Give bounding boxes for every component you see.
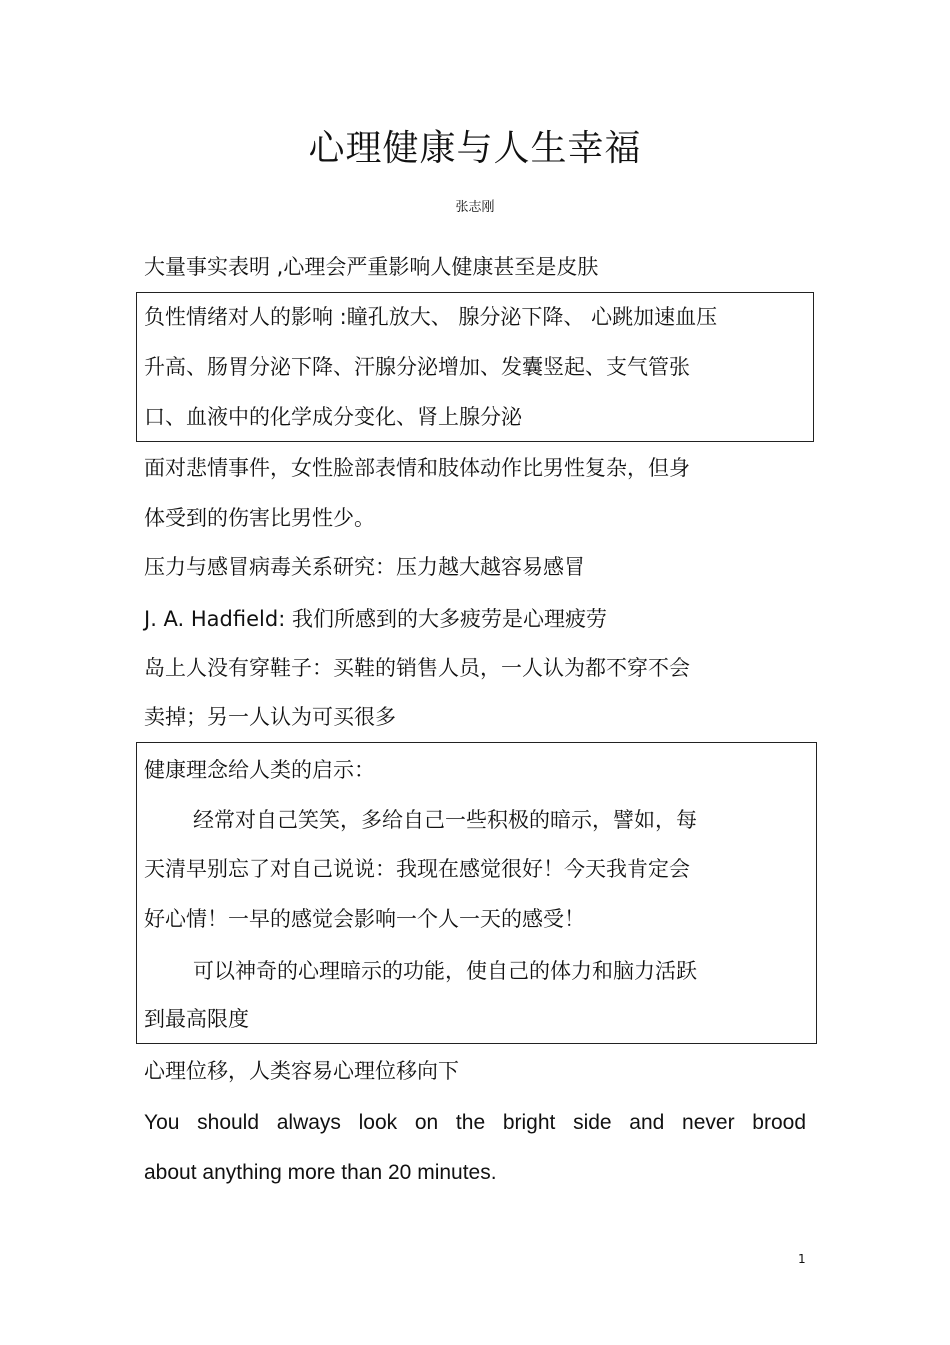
- box2-para1-line-3: 好心情！一早的感觉会影响一个人一天的感受！: [144, 907, 585, 931]
- paragraph-shoes-line-2: 卖掉；另一人认为可买很多: [144, 705, 396, 729]
- box2-para1-line-1: 经常对自己笑笑，多给自己一些积极的暗示，譬如，每: [193, 808, 697, 832]
- box2-para1-line-2: 天清早别忘了对自己说说：我现在感觉很好！今天我肯定会: [144, 857, 690, 881]
- paragraph-grief-line-2: 体受到的伤害比男性少。: [144, 506, 375, 530]
- health-concept-box: [136, 742, 817, 1044]
- document-title: 心理健康与人生幸福: [308, 128, 642, 169]
- english-quote-line-1: You should always look on the bright side and never brood: [144, 1111, 806, 1134]
- box1-line-3: 口、血液中的化学成分变化、肾上腺分泌: [144, 405, 522, 429]
- author-name: 张志刚: [455, 200, 495, 215]
- page-number: 1: [798, 1252, 806, 1266]
- paragraph-hadfield: J. A. Hadfield: 我们所感到的大多疲劳是心理疲劳: [144, 607, 607, 631]
- paragraph-shoes-line-1: 岛上人没有穿鞋子：买鞋的销售人员，一人认为都不穿不会: [144, 656, 690, 680]
- box1-line-1: 负性情绪对人的影响 :瞳孔放大、 腺分泌下降、 心跳加速血压: [144, 305, 718, 329]
- paragraph-displacement: 心理位移，人类容易心理位移向下: [144, 1059, 459, 1083]
- box2-para2-line-1: 可以神奇的心理暗示的功能，使自己的体力和脑力活跃: [193, 959, 697, 983]
- box1-line-2: 升高、肠胃分泌下降、汗腺分泌增加、发囊竖起、支气管张: [144, 355, 690, 379]
- box2-para2-line-2: 到最高限度: [144, 1007, 249, 1031]
- paragraph-intro: 大量事实表明 ,心理会严重影响人健康甚至是皮肤: [144, 255, 599, 279]
- box2-heading: 健康理念给人类的启示：: [144, 758, 375, 782]
- paragraph-grief-line-1: 面对悲情事件，女性脸部表情和肢体动作比男性复杂，但身: [144, 456, 690, 480]
- english-quote-line-2: about anything more than 20 minutes.: [144, 1161, 497, 1184]
- paragraph-stress: 压力与感冒病毒关系研究：压力越大越容易感冒: [144, 555, 585, 579]
